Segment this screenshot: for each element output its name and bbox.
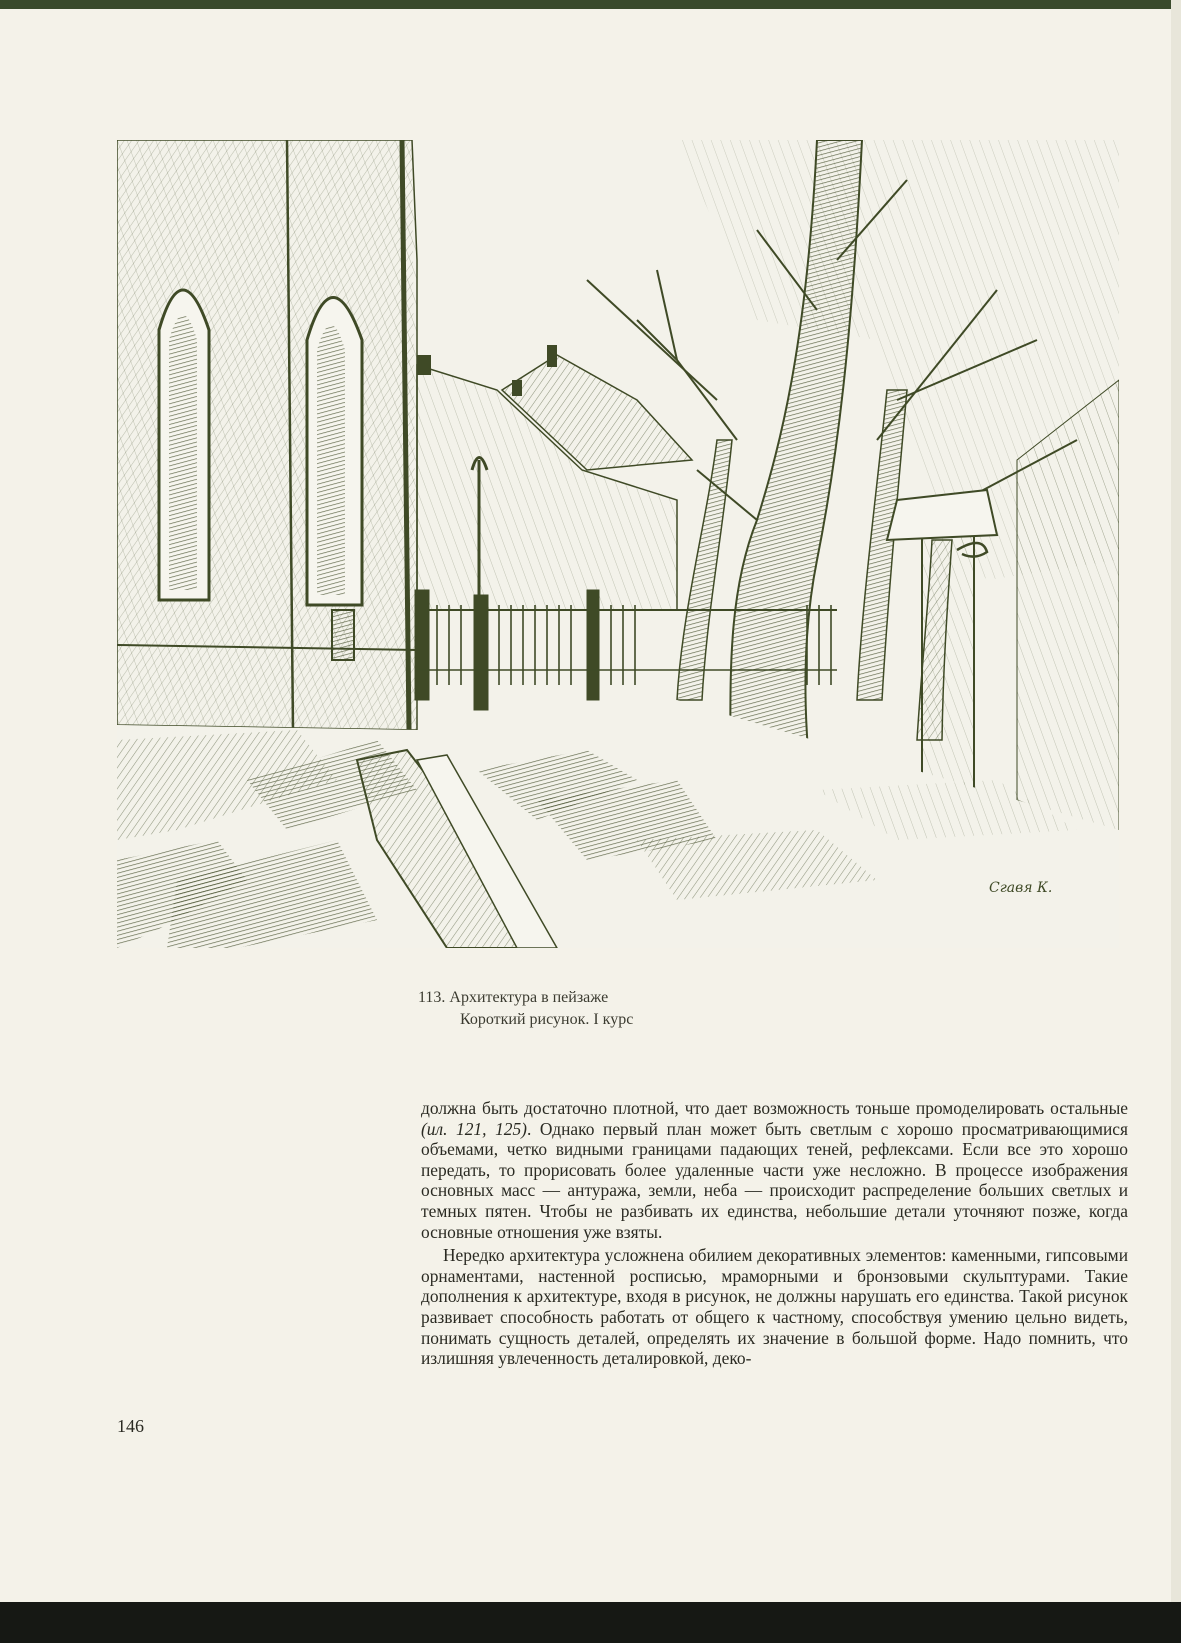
paragraph-1-end: . Однако первый план может быть светлым с хорошо просматривающимися объемами, четко видными границами падающих теней, рефлексами. Если все это хорошо передать, то прорисовать более удаленные части уже несложно. В процессе изображения основных масс — антуража, земли, неба — происходит распределение больших светлых и темных пятен. Чтобы не разбивать их единства, небольшие детали уточняют позже, когда основные отношения уже взяты. [421,1118,1128,1242]
paragraph-1 [421,1098,1128,1242]
scan-edge-top [0,0,1181,9]
artist-signature: Сгавя К. [989,880,1053,896]
paragraph-1-start: должна быть достаточно плотной, что дает возможность тоньше промоделировать остальные [421,1098,1128,1118]
scan-edge-right [1171,0,1181,1643]
cathedral-wall [117,140,417,730]
paragraph-2: Нередко архитектура усложнена обилием декоративных элементов: каменными, гипсовыми орнаментами, настенной росписью, мраморными и бронзовыми скульптурами. Такие дополнения к архитектуре, входя в рисунок, не должны нарушать его единства. Такой рисунок развивает способность работать от общего к частному, способствуя умению цельно видеть, понимать сущность деталей, определять их значение в большой форме. Надо помнить, что излишняя увлеченность деталировкой, деко- [421,1245,1128,1369]
caption-subtitle: Короткий рисунок. I курс [460,1011,634,1028]
sketch-drawing [117,140,1119,948]
body-text [421,1098,1128,1369]
illustration-architecture-sketch [117,140,1119,948]
caption-title: 113. Архитектура в пейзаже [418,989,609,1006]
figure-caption [418,987,978,1031]
scan-edge-bottom [0,1602,1181,1643]
page-number: 146 [117,1416,144,1436]
illustration-reference: (ил. 121, 125) [421,1118,527,1139]
